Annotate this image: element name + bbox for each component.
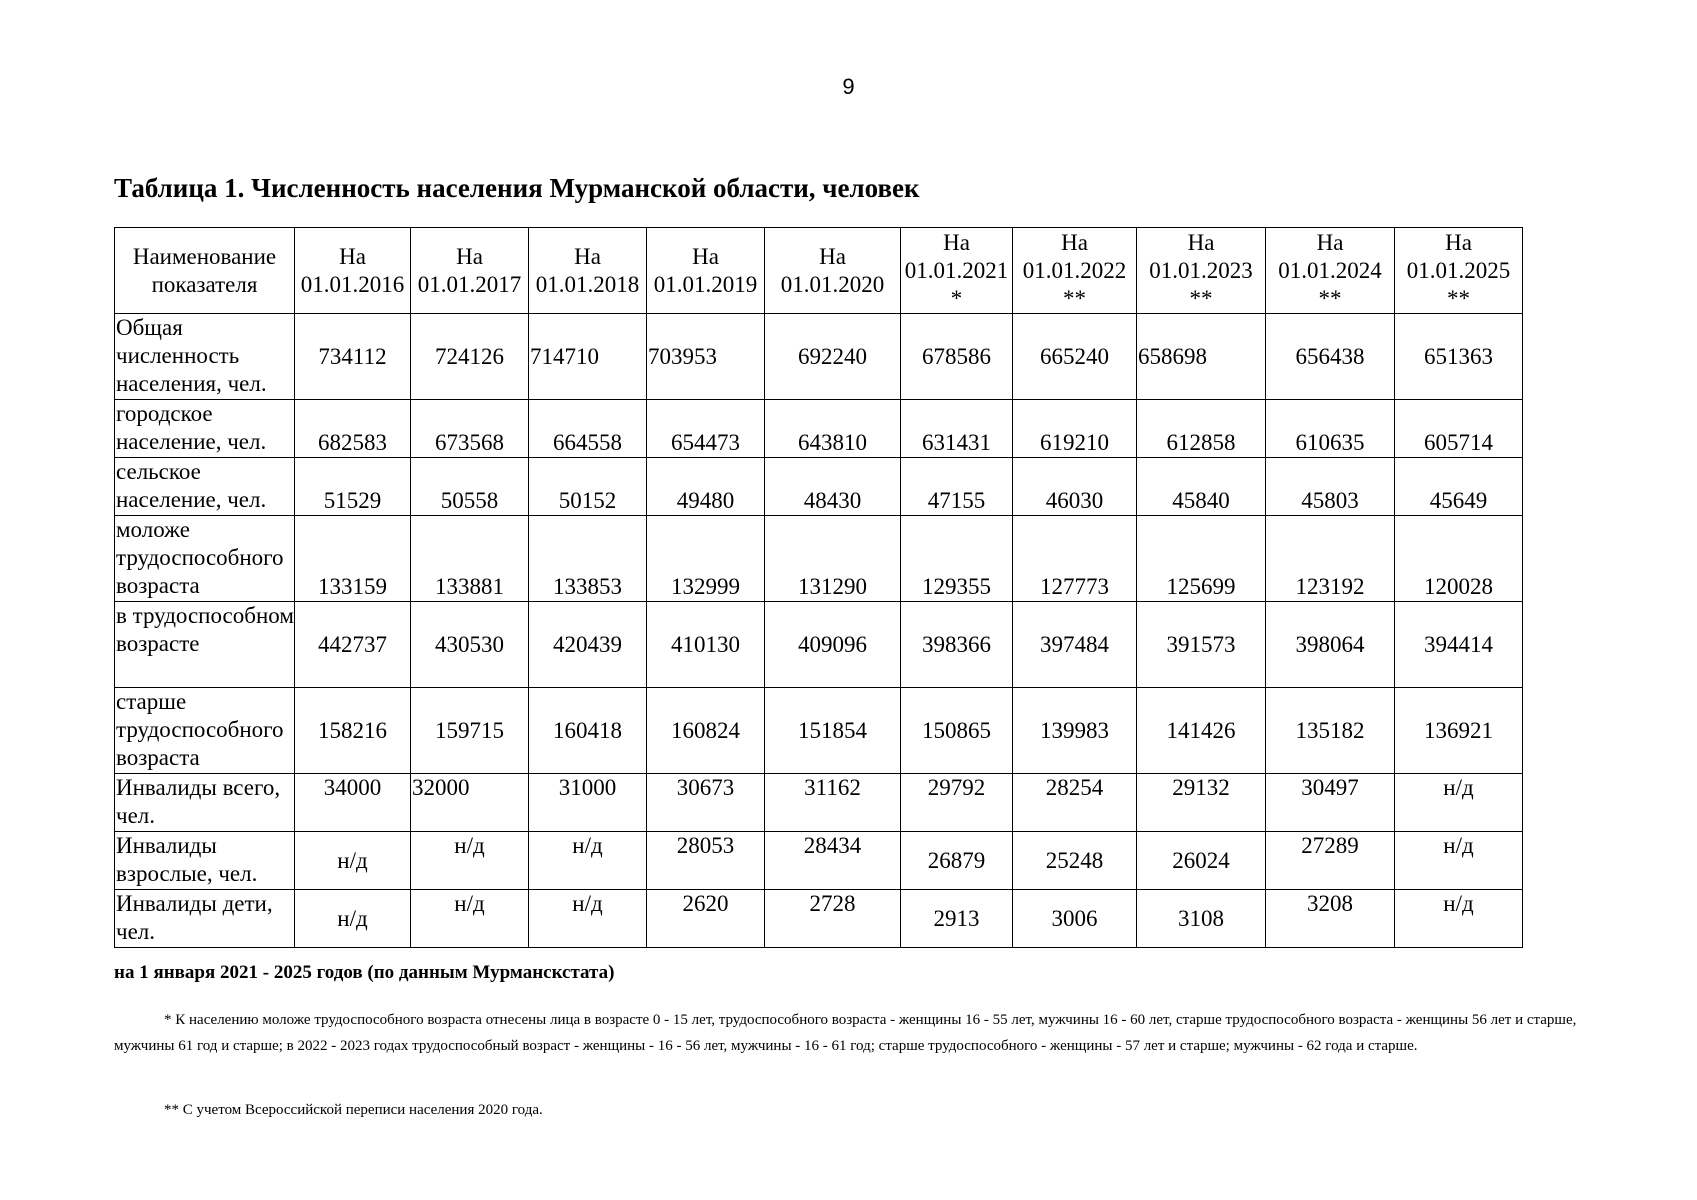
table-cell: 3108 (1137, 890, 1266, 948)
table-cell: 398366 (901, 602, 1013, 688)
table-cell: 32000 (411, 774, 529, 832)
header-date (1266, 228, 1395, 314)
table-cell: 673568 (411, 400, 529, 458)
table-cell: н/д (1395, 890, 1523, 948)
table-cell: 612858 (1137, 400, 1266, 458)
table-row (115, 314, 1523, 400)
table-cell: 131290 (765, 516, 901, 602)
header-date (529, 228, 647, 314)
table-cell: 678586 (901, 314, 1013, 400)
table-cell: 30497 (1266, 774, 1395, 832)
table-cell: 442737 (295, 602, 411, 688)
header-date-value: 01.01.2016 (300, 271, 405, 297)
table-cell: 714710 (529, 314, 647, 400)
table-cell: н/д (1395, 774, 1523, 832)
table-cell: 141426 (1137, 688, 1266, 774)
table-cell: 136921 (1395, 688, 1523, 774)
table-cell: 658698 (1137, 314, 1266, 400)
header-date-value: 01.01.2021 (904, 257, 1009, 283)
table-cell: 703953 (647, 314, 765, 400)
header-date-prefix: На (339, 243, 366, 269)
table-cell: 34000 (295, 774, 411, 832)
row-label: Инвалиды дети, чел. (115, 890, 295, 948)
table-cell: 29792 (901, 774, 1013, 832)
table-cell: 724126 (411, 314, 529, 400)
header-date-prefix: На (574, 243, 601, 269)
table-cell: 139983 (1013, 688, 1137, 774)
table-cell: 734112 (295, 314, 411, 400)
table-cell: 28053 (647, 832, 765, 890)
table-cell: 45840 (1137, 458, 1266, 516)
table-cell: 391573 (1137, 602, 1266, 688)
table-cell: 50152 (529, 458, 647, 516)
table-cell: 120028 (1395, 516, 1523, 602)
table-cell: 2620 (647, 890, 765, 948)
table-cell: 132999 (647, 516, 765, 602)
header-date-value: 01.01.2023 (1149, 257, 1253, 283)
page-number: 9 (842, 74, 855, 99)
table-cell: 46030 (1013, 458, 1137, 516)
table-cell: н/д (411, 832, 529, 890)
header-date-prefix: На (456, 243, 483, 269)
row-label: Инвалиды всего, чел. (115, 774, 295, 832)
header-date-value: 01.01.2020 (780, 271, 885, 297)
table-row (115, 400, 1523, 458)
table-cell: н/д (1395, 832, 1523, 890)
table-cell: 27289 (1266, 832, 1395, 890)
table-cell: 151854 (765, 688, 901, 774)
header-footnote-mark: ** (1318, 285, 1342, 311)
header-footnote-mark: ** (1447, 285, 1470, 311)
header-date-prefix: На (1187, 229, 1215, 255)
source-note: на 1 января 2021 - 2025 годов (по данным Мурманскстата) (114, 962, 615, 983)
table-cell: 129355 (901, 516, 1013, 602)
row-label: Инвалиды взрослые, чел. (115, 832, 295, 890)
table-cell: 665240 (1013, 314, 1137, 400)
table-cell: 48430 (765, 458, 901, 516)
table-cell: 2728 (765, 890, 901, 948)
population-table (114, 227, 1523, 948)
header-date-value: 01.01.2019 (653, 271, 758, 297)
table-cell: н/д (529, 890, 647, 948)
header-date (295, 228, 411, 314)
table-row (115, 832, 1523, 890)
header-indicator-name: Наименование показателя (115, 228, 295, 314)
table-cell: 31162 (765, 774, 901, 832)
table-cell: 135182 (1266, 688, 1395, 774)
table-cell: 133159 (295, 516, 411, 602)
table-cell: 654473 (647, 400, 765, 458)
table-cell: 643810 (765, 400, 901, 458)
table-cell: 50558 (411, 458, 529, 516)
table-cell: 605714 (1395, 400, 1523, 458)
table-cell: 45649 (1395, 458, 1523, 516)
table-cell: 664558 (529, 400, 647, 458)
header-date-prefix: На (1316, 229, 1344, 255)
table-cell: 150865 (901, 688, 1013, 774)
header-date (1013, 228, 1137, 314)
header-date-value: 01.01.2018 (535, 271, 640, 297)
table-cell: 430530 (411, 602, 529, 688)
table-cell: 410130 (647, 602, 765, 688)
table-cell: 682583 (295, 400, 411, 458)
header-date (765, 228, 901, 314)
header-date-prefix: На (1061, 229, 1088, 255)
header-date-value: 01.01.2022 (1022, 257, 1127, 283)
table-row (115, 458, 1523, 516)
header-date-prefix: На (692, 243, 719, 269)
header-date (647, 228, 765, 314)
header-date-value: 01.01.2025 (1406, 257, 1511, 283)
table-row (115, 890, 1523, 948)
table-cell: 2913 (901, 890, 1013, 948)
table-cell: 133853 (529, 516, 647, 602)
header-date-value: 01.01.2024 (1278, 257, 1382, 283)
table-cell: 160418 (529, 688, 647, 774)
table-cell: 692240 (765, 314, 901, 400)
table-cell: 28434 (765, 832, 901, 890)
header-footnote-mark: * (950, 285, 963, 311)
table-cell: 409096 (765, 602, 901, 688)
header-footnote-mark: ** (1189, 285, 1213, 311)
row-label: сельское население, чел. (115, 458, 295, 516)
table-cell: 26024 (1137, 832, 1266, 890)
table-row (115, 774, 1523, 832)
header-footnote-mark: ** (1063, 285, 1086, 311)
table-cell: 123192 (1266, 516, 1395, 602)
table-row (115, 602, 1523, 688)
table-cell: 610635 (1266, 400, 1395, 458)
header-date-prefix: На (819, 243, 846, 269)
row-label: Общая численность населения, чел. (115, 314, 295, 400)
footnote-census: ** С учетом Всероссийской переписи населения 2020 года. (164, 1102, 543, 1118)
row-label: городское население, чел. (115, 400, 295, 458)
header-date (1137, 228, 1266, 314)
footnote-age-groups: * К населению моложе трудоспособного возраста отнесены лица в возрасте 0 - 15 лет, трудоспособного возраста - женщины 16 - 55 лет, мужчины 16 - 60 лет, старше трудоспособного возраста - женщины 56 лет и старше, мужчины 61 год и старше; в 2022 - 2023 годах трудоспособный возраст - женщины - 16 - 56 лет, мужчины - 16 - 61 год; старше трудоспособного - женщины - 57 лет и старше; мужчины - 62 года и старше. (114, 1012, 1577, 1054)
header-date (901, 228, 1013, 314)
table-cell: 160824 (647, 688, 765, 774)
table-cell: 30673 (647, 774, 765, 832)
table-cell: 3208 (1266, 890, 1395, 948)
table-cell: 158216 (295, 688, 411, 774)
table-cell: 619210 (1013, 400, 1137, 458)
header-date-prefix: На (1445, 229, 1472, 255)
table-row (115, 516, 1523, 602)
table-cell: 127773 (1013, 516, 1137, 602)
table-row (115, 688, 1523, 774)
table-cell: 651363 (1395, 314, 1523, 400)
table-cell: н/д (411, 890, 529, 948)
table-cell: 45803 (1266, 458, 1395, 516)
table-cell: 420439 (529, 602, 647, 688)
table-cell: 47155 (901, 458, 1013, 516)
header-date (411, 228, 529, 314)
table-cell: н/д (529, 832, 647, 890)
header-date-prefix: На (943, 229, 970, 255)
header-row (115, 228, 1523, 314)
table-cell: 656438 (1266, 314, 1395, 400)
table-cell: 49480 (647, 458, 765, 516)
row-label: в трудоспособном возрасте (115, 602, 295, 688)
table-cell: 31000 (529, 774, 647, 832)
table-cell: 3006 (1013, 890, 1137, 948)
header-date (1395, 228, 1523, 314)
table-cell: 28254 (1013, 774, 1137, 832)
header-date-value: 01.01.2017 (417, 271, 522, 297)
table-cell: 51529 (295, 458, 411, 516)
table-cell: н/д (295, 832, 411, 890)
table-cell: 631431 (901, 400, 1013, 458)
table-cell: 398064 (1266, 602, 1395, 688)
table-cell: 394414 (1395, 602, 1523, 688)
table-cell: н/д (295, 890, 411, 948)
table-cell: 25248 (1013, 832, 1137, 890)
table-cell: 133881 (411, 516, 529, 602)
table-cell: 397484 (1013, 602, 1137, 688)
table-cell: 159715 (411, 688, 529, 774)
table-title: Таблица 1. Численность населения Мурманской области, человек (114, 173, 920, 203)
row-label: старше трудоспособного возраста (115, 688, 295, 774)
table-cell: 26879 (901, 832, 1013, 890)
table-cell: 125699 (1137, 516, 1266, 602)
table-cell: 29132 (1137, 774, 1266, 832)
row-label: моложе трудоспособного возраста (115, 516, 295, 602)
